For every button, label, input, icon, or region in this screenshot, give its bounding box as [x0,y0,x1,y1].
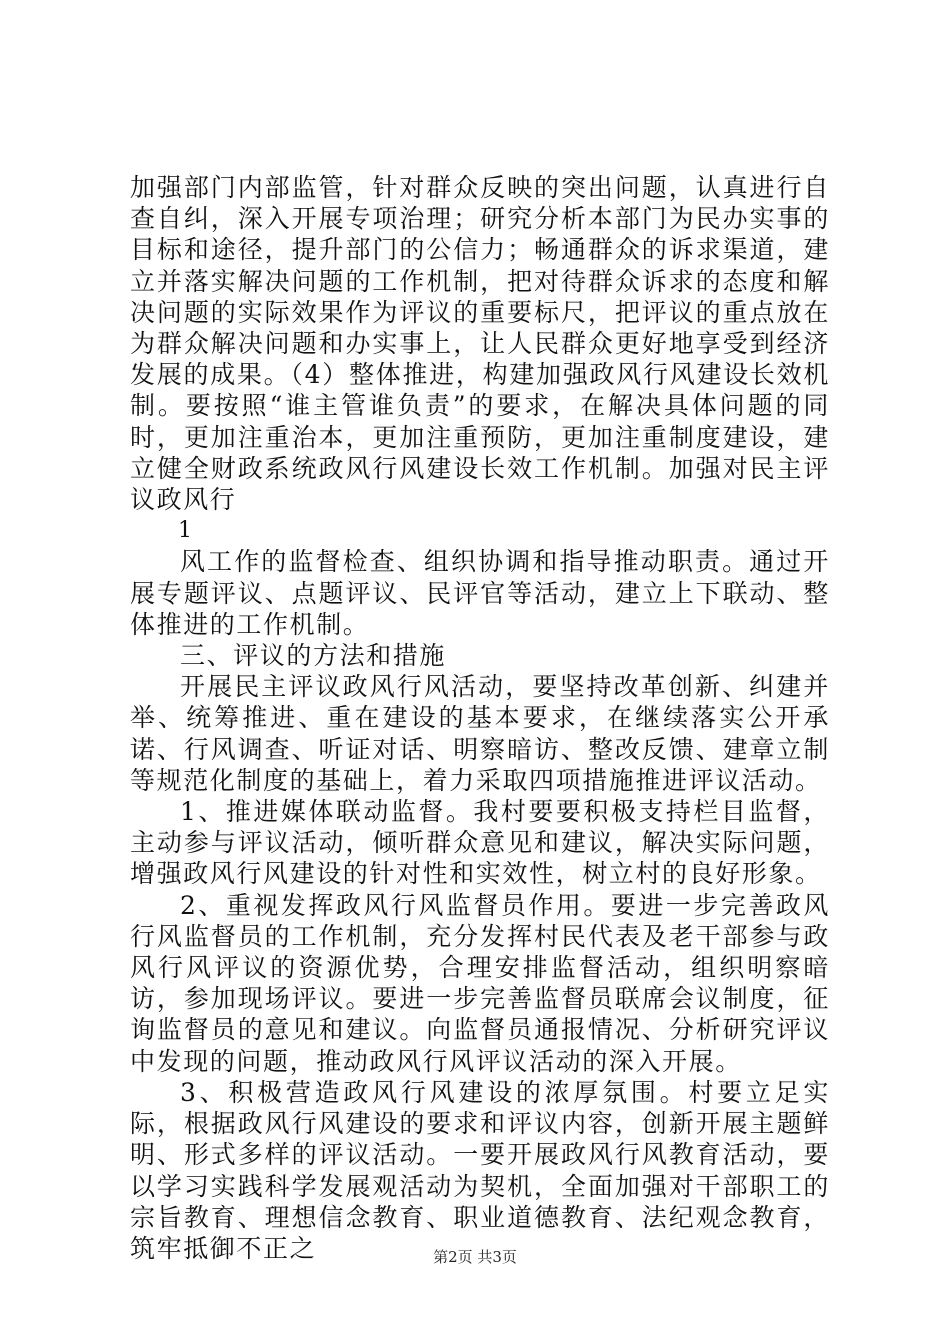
paragraph-continuation: 加强部门内部监管，针对群众反映的突出问题，认真进行自查自纠，深入开展专项治理；研究分析本部门为民办实事的目标和途径，提升部门的公信力；畅通群众的诉求渠道，建立并落实解决问题的工作机制，把对待群众诉求的态度和解决问题的实际效果作为评议的重要标尺，把评议的重点放在为群众解决问题和办实事上，让人民群众更好地享受到经济发展的成果。（4）整体推进，构建加强政风行风建设长效机制。要按照“谁主管谁负责”的要求，在解决具体问题的同时，更加注重治本，更加注重预防，更加注重制度建设，建立健全财政系统政风行风建设长效工作机制。加强对民主评议政风行 [130,173,830,515]
paragraph-measure-2: 2、重视发挥政风行风监督员作用。要进一步完善政风行风监督员的工作机制，充分发挥村民代表及老干部参与政风行风评议的资源优势，合理安排监督活动，组织明察暗访，参加现场评议。要进一步完善监督员联席会议制度，征询监督员的意见和建议。向监督员通报情况、分析研究评议中发现的问题，推动政风行风评议活动的深入开展。 [130,890,830,1076]
paragraph-measure-1: 1、推进媒体联动监督。我村要要积极支持栏目监督，主动参与评议活动，倾听群众意见和建议，解决实际问题，增强政风行风建设的针对性和实效性，树立村的良好形象。 [130,797,830,889]
document-body [130,172,830,1264]
paragraph-measure-3: 3、积极营造政风行风建设的浓厚氛围。村要立足实际，根据政风行风建设的要求和评议内容，创新开展主题鲜明、形式多样的评议活动。一要开展政风行风教育活动，要以学习实践科学发展观活动为契机，全面加强对干部职工的宗旨教育、理想信念教育、职业道德教育、法纪观念教育，筑牢抵御不正之 [130,1077,830,1263]
paragraph-methods-intro: 开展民主评议政风行风活动，要坚持改革创新、纠建并举、统筹推进、重在建设的基本要求，在继续落实公开承诺、行风调查、听证对话、明察暗访、整改反馈、建章立制等规范化制度的基础上，着力采取四项措施推进评议活动。 [130,672,830,795]
inline-page-number: 1 [178,518,192,544]
paragraph-supervision: 风工作的监督检查、组织协调和指导推动职责。通过开展专题评议、点题评议、民评官等活动，建立上下联动、整体推进的工作机制。 [130,547,830,639]
page-footer: 第2页 共3页 [433,1248,517,1266]
section-heading-methods: 三、评议的方法和措施 [180,641,447,671]
